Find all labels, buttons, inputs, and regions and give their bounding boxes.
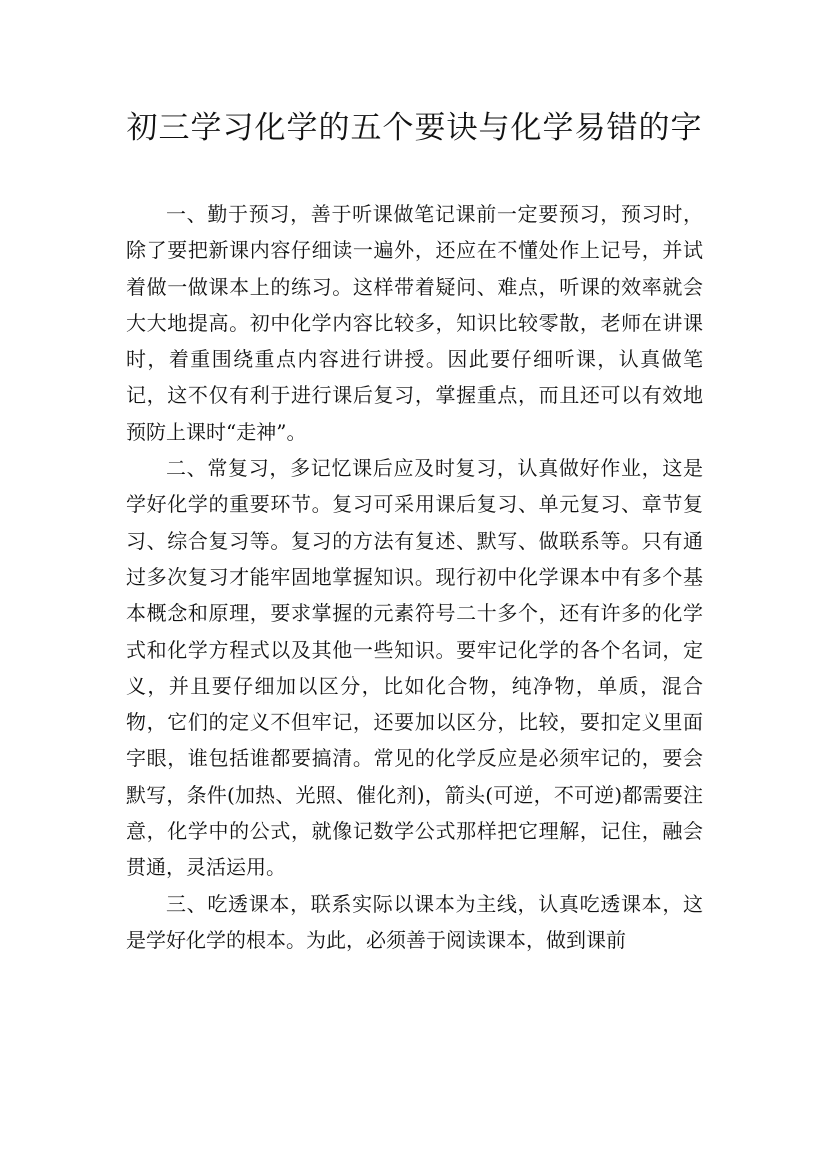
document-body <box>126 196 703 958</box>
document-title: 初三学习化学的五个要诀与化学易错的字 <box>126 110 703 146</box>
paragraph-2: 二、常复习，多记忆课后应及时复习，认真做好作业，这是学好化学的重要环节。复习可采用课后复习、单元复习、章节复习、综合复习等。复习的方法有复述、默写、做联系等。只有通过多次复习才能牢固地掌握知识。现行初中化学课本中有多个基本概念和原理，要求掌握的元素符号二十多个，还有许多的化学式和化学方程式以及其他一些知识。要牢记化学的各个名词，定义，并且要仔细加以区分，比如化合物，纯净物，单质，混合物，它们的定义不但牢记，还要加以区分，比较，要扣定义里面字眼，谁包括谁都要搞清。常见的化学反应是必须牢记的，要会默写，条件(加热、光照、催化剂)，箭头(可逆，不可逆)都需要注意，化学中的公式，就像记数学公式那样把它理解，记住，融会贯通，灵活运用。 <box>126 456 703 880</box>
paragraph-1: 一、勤于预习，善于听课做笔记课前一定要预习，预习时，除了要把新课内容仔细读一遍外，还应在不懂处作上记号，并试着做一做课本上的练习。这样带着疑问、难点，听课的效率就会大大地提高。初中化学内容比较多，知识比较零散，老师在讲课时，着重围绕重点内容进行讲授。因此要仔细听课，认真做笔记，这不仅有利于进行课后复习，掌握重点，而且还可以有效地预防上课时“走神”。 <box>126 202 703 444</box>
paragraph-3: 三、吃透课本，联系实际以课本为主线，认真吃透课本，这是学好化学的根本。为此，必须善于阅读课本，做到课前 <box>126 891 703 952</box>
